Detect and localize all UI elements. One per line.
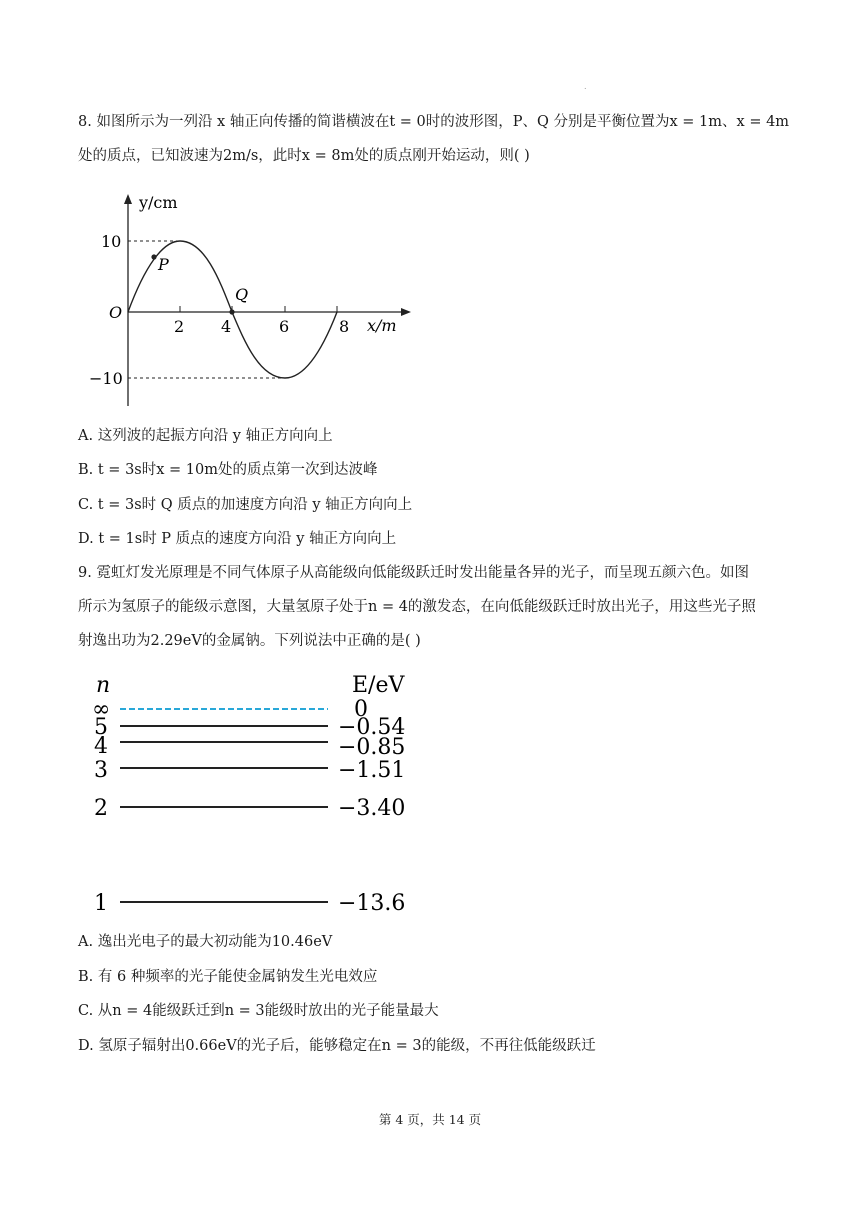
level-5-n: 5 — [94, 715, 108, 740]
page-footer: 第 4 页，共 14 页 — [378, 1112, 482, 1127]
q9-option-a: A. 逸出光电子的最大初动能为10.46eV — [78, 934, 333, 950]
level-3-e: −1.51 — [338, 758, 406, 783]
x-axis-label: x/m — [367, 316, 397, 335]
point-q-label: Q — [235, 285, 249, 304]
point-q-dot — [229, 309, 234, 314]
level-2-e: −3.40 — [338, 796, 406, 821]
q8-option-d: D. t = 1s时 P 质点的速度方向沿 y 轴正方向向上 — [78, 531, 397, 547]
q8-option-a: A. 这列波的起振方向沿 y 轴正方向向上 — [78, 428, 333, 444]
point-p-label: P — [158, 255, 169, 274]
level-1-n: 1 — [94, 891, 108, 916]
x-tick-8: 8 — [339, 317, 350, 336]
x-tick-4: 4 — [221, 317, 232, 336]
page-mark: . — [584, 82, 587, 91]
level-1-e: −13.6 — [338, 891, 406, 916]
level-4-e: −0.85 — [338, 735, 406, 760]
x-tick-2: 2 — [174, 317, 185, 336]
point-p-dot — [151, 254, 156, 259]
level-4-n: 4 — [94, 734, 108, 759]
x-axis-arrow — [401, 308, 411, 316]
n-header: n — [96, 673, 111, 698]
q9-option-d: D. 氢原子辐射出0.66eV的光子后，能够稳定在n = 3的能级，不再往低能级跃迁 — [78, 1038, 596, 1054]
q8-stem-line1: 8. 如图所示为一列沿 x 轴正向传播的简谐横波在t = 0时的波形图，P、Q 分别是平衡位置为x = 1m、x = 4m — [78, 114, 790, 130]
e-header: E/eV — [352, 673, 405, 698]
level-3-n: 3 — [94, 758, 108, 783]
origin-label: O — [109, 303, 123, 322]
wave-graph — [89, 186, 425, 416]
q9-option-c: C. 从n = 4能级跃迁到n = 3能级时放出的光子能量最大 — [78, 1003, 439, 1019]
y-axis-arrow — [124, 194, 132, 204]
level-inf-n: ∞ — [92, 697, 111, 722]
level-inf-e: 0 — [354, 697, 368, 722]
x-tick-6: 6 — [279, 317, 290, 336]
y-tick-10: 10 — [101, 232, 122, 251]
q9-stem-line1: 9. 霓虹灯发光原理是不同气体原子从高能级向低能级跃迁时发出能量各异的光子，而呈现五颜六色。如图 — [78, 565, 749, 581]
q8-stem-line2: 处的质点，已知波速为2m/s，此时x = 8m处的质点刚开始运动，则( ) — [78, 148, 530, 164]
q8-option-c: C. t = 3s时 Q 质点的加速度方向沿 y 轴正方向向上 — [78, 497, 413, 513]
level-5-e: −0.54 — [338, 715, 406, 740]
energy-level-diagram — [88, 668, 418, 918]
y-axis-label: y/cm — [139, 193, 178, 212]
q9-option-b: B. 有 6 种频率的光子能使金属钠发生光电效应 — [78, 969, 378, 985]
level-2-n: 2 — [94, 796, 108, 821]
y-tick-neg10: −10 — [89, 369, 123, 388]
q9-stem-line2: 所示为氢原子的能级示意图，大量氢原子处于n = 4的激发态，在向低能级跃迁时放出光子，用这些光子照 — [78, 599, 756, 615]
q8-option-b: B. t = 3s时x = 10m处的质点第一次到达波峰 — [78, 462, 378, 478]
q9-stem-line3: 射逸出功为2.29eV的金属钠。下列说法中正确的是( ) — [78, 633, 421, 649]
